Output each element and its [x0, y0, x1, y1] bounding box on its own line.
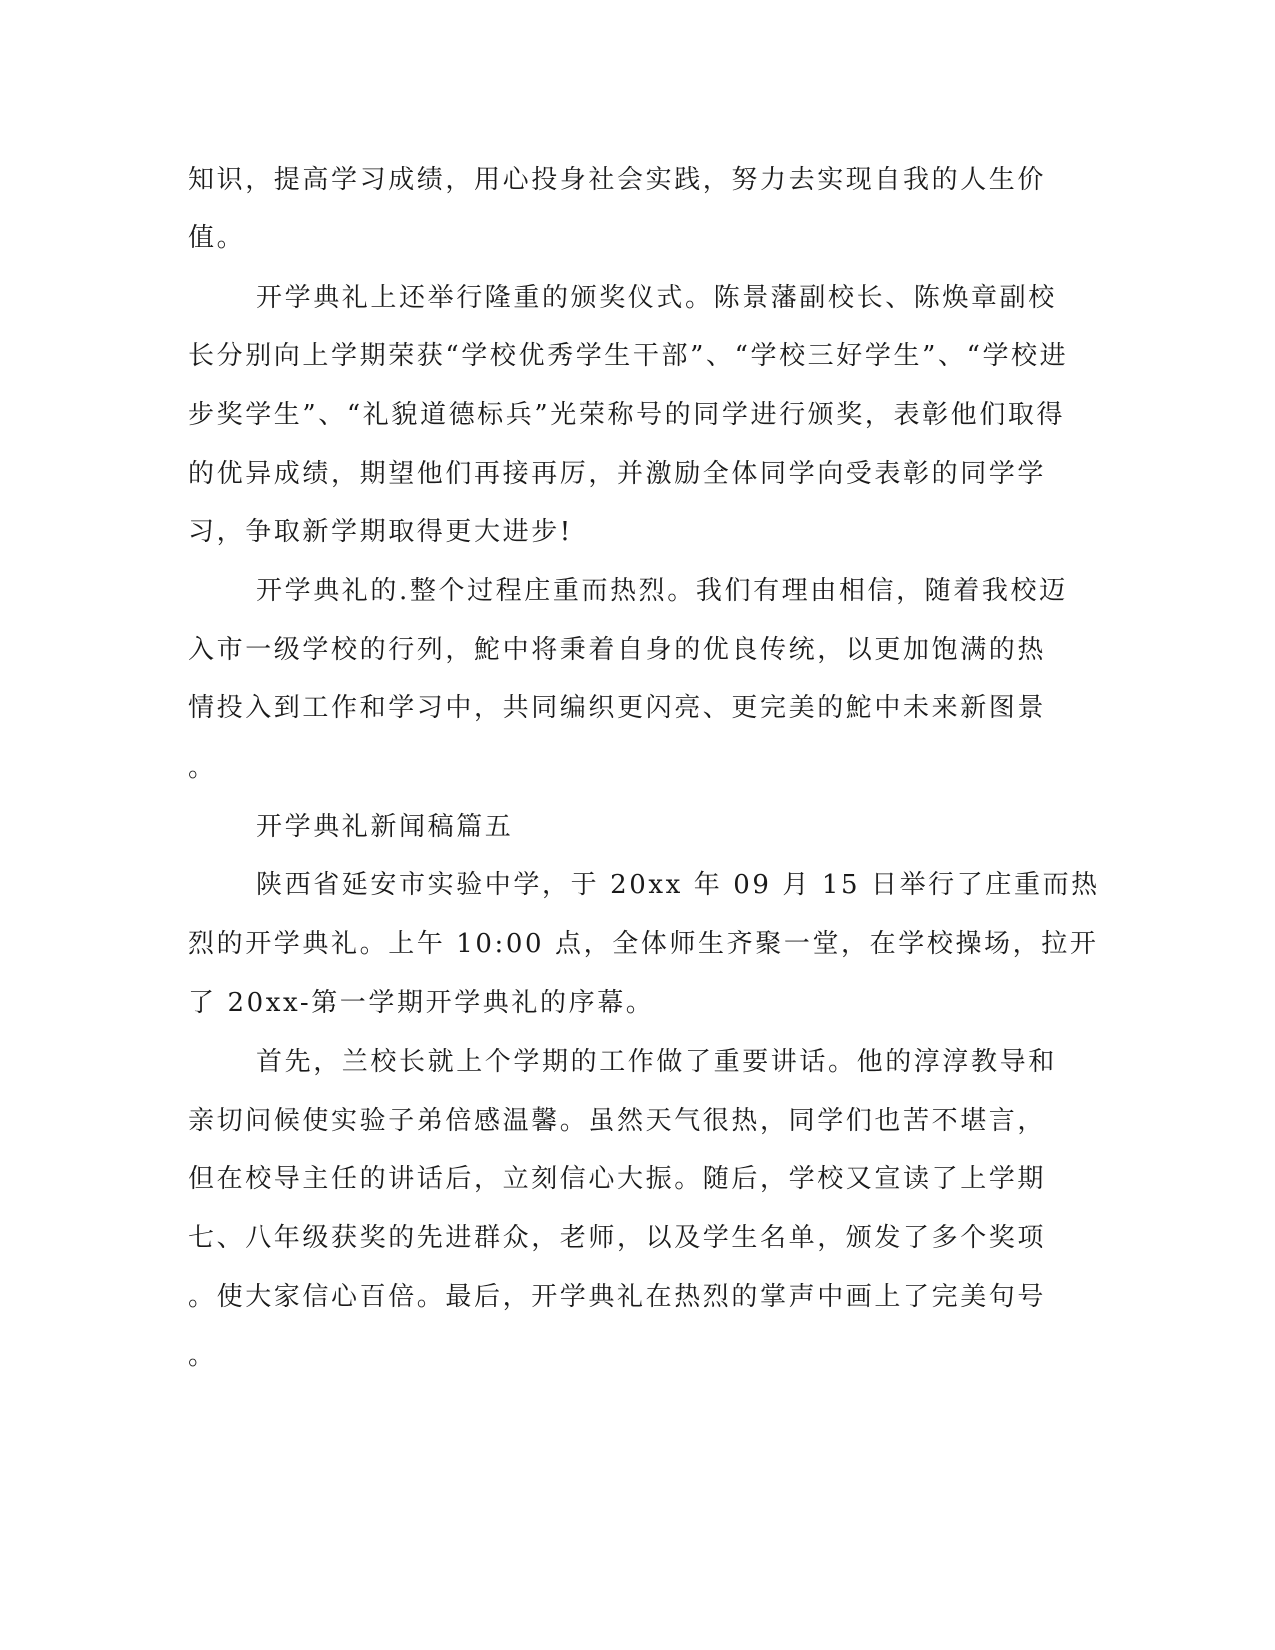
text-line: 亲切问候使实验子弟倍感温馨。虽然天气很热，同学们也苦不堪言， [188, 1106, 1047, 1136]
text-line: 。使大家信心百倍。最后，开学典礼在热烈的掌声中画上了完美句号 [188, 1282, 1047, 1312]
paragraph-start-line: 开学典礼上还举行隆重的颁奖仪式。陈景藩副校长、陈焕章副校 [256, 283, 1057, 313]
text-line: 但在校导主任的讲话后，立刻信心大振。随后，学校又宣读了上学期 [188, 1164, 1047, 1194]
text-line: 长分别向上学期荣获“学校优秀学生干部”、“学校三好学生”、“学校进 [188, 341, 1069, 371]
paragraph-start-line: 首先，兰校长就上个学期的工作做了重要讲话。他的淳淳教导和 [256, 1047, 1057, 1077]
text-line: 情投入到工作和学习中，共同编织更闪亮、更完美的鮀中未来新图景 [188, 693, 1047, 723]
section-heading: 开学典礼新闻稿篇五 [256, 812, 514, 842]
text-line: 值。 [188, 223, 246, 253]
text-line: 烈的开学典礼。上午 10:00 点，全体师生齐聚一堂，在学校操场，拉开 [188, 929, 1099, 959]
text-line: 了 20xx-第一学期开学典礼的序幕。 [188, 988, 655, 1018]
text-line: 知识，提高学习成绩，用心投身社会实践，努力去实现自我的人生价 [188, 165, 1047, 195]
paragraph-start-line: 开学典礼的.整个过程庄重而热烈。我们有理由相信，随着我校迈 [256, 576, 1068, 606]
text-line: 的优异成绩，期望他们再接再厉，并激励全体同学向受表彰的同学学 [188, 459, 1047, 489]
paragraph-start-line: 陕西省延安市实验中学，于 20xx 年 09 月 15 日举行了庄重而热 [256, 870, 1100, 900]
text-line: 步奖学生”、“礼貌道德标兵”光荣称号的同学进行颁奖，表彰他们取得 [188, 400, 1066, 430]
text-line: 习，争取新学期取得更大进步! [188, 517, 573, 547]
text-line: 入市一级学校的行列，鮀中将秉着自身的优良传统，以更加饱满的热 [188, 635, 1047, 665]
text-line: 七、八年级获奖的先进群众，老师，以及学生名单，颁发了多个奖项 [188, 1223, 1047, 1253]
text-line: 。 [188, 753, 217, 783]
text-line: 。 [188, 1341, 217, 1371]
